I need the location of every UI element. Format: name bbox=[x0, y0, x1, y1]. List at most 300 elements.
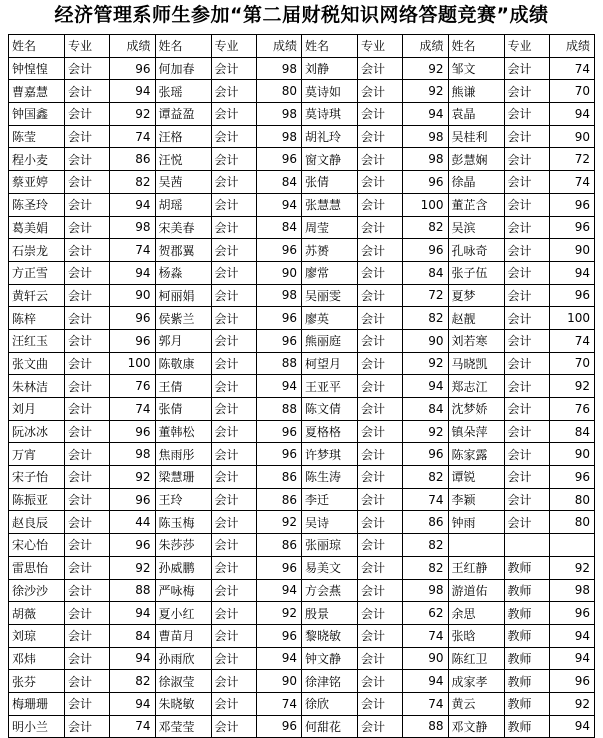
cell-score: 94 bbox=[110, 261, 156, 284]
cell-major: 会计 bbox=[65, 239, 110, 262]
cell-score: 94 bbox=[403, 103, 449, 126]
cell-major: 会计 bbox=[211, 443, 256, 466]
cell-score: 88 bbox=[110, 579, 156, 602]
cell-score: 82 bbox=[403, 466, 449, 489]
header-major: 专业 bbox=[358, 35, 403, 58]
table-row bbox=[9, 239, 595, 262]
cell-name: 胡瑶 bbox=[155, 193, 211, 216]
cell-score: 74 bbox=[110, 398, 156, 421]
cell-score: 84 bbox=[403, 261, 449, 284]
cell-name: 廖常 bbox=[302, 261, 358, 284]
cell-name: 吴滨 bbox=[448, 216, 504, 239]
cell-score: 86 bbox=[256, 534, 302, 557]
cell-name: 邓文静 bbox=[448, 715, 504, 738]
cell-score: 84 bbox=[549, 420, 595, 443]
cell-name: 沈梦娇 bbox=[448, 398, 504, 421]
table-row bbox=[9, 647, 595, 670]
cell-major: 会计 bbox=[65, 579, 110, 602]
cell-name: 陈文倩 bbox=[302, 398, 358, 421]
cell-name: 柯丽娟 bbox=[155, 284, 211, 307]
cell-major: 会计 bbox=[504, 511, 549, 534]
cell-score: 84 bbox=[403, 398, 449, 421]
cell-name: 张慧慧 bbox=[302, 193, 358, 216]
cell-major: 会计 bbox=[65, 647, 110, 670]
header-name: 姓名 bbox=[302, 35, 358, 58]
cell-major: 会计 bbox=[65, 171, 110, 194]
cell-score: 84 bbox=[110, 624, 156, 647]
cell-score: 96 bbox=[403, 239, 449, 262]
cell-name: 袁晶 bbox=[448, 103, 504, 126]
cell-name: 张倩 bbox=[155, 398, 211, 421]
cell-score: 94 bbox=[110, 692, 156, 715]
cell-major: 会计 bbox=[211, 511, 256, 534]
cell-name: 石崇龙 bbox=[9, 239, 65, 262]
cell-major: 会计 bbox=[358, 375, 403, 398]
cell-score: 96 bbox=[110, 307, 156, 330]
table-row bbox=[9, 216, 595, 239]
cell-name: 阮冰冰 bbox=[9, 420, 65, 443]
cell-name: 徐沙沙 bbox=[9, 579, 65, 602]
cell-major: 会计 bbox=[211, 103, 256, 126]
table-row bbox=[9, 511, 595, 534]
cell-score: 92 bbox=[549, 692, 595, 715]
cell-name: 王红静 bbox=[448, 556, 504, 579]
cell-name: 胡礼玲 bbox=[302, 125, 358, 148]
cell-major: 会计 bbox=[65, 443, 110, 466]
cell-score: 88 bbox=[403, 715, 449, 738]
cell-score: 96 bbox=[549, 193, 595, 216]
cell-major: 会计 bbox=[211, 670, 256, 693]
cell-name: 吴诗 bbox=[302, 511, 358, 534]
cell-name: 许梦琪 bbox=[302, 443, 358, 466]
cell-major: 会计 bbox=[65, 352, 110, 375]
cell-name: 陈玉梅 bbox=[155, 511, 211, 534]
cell-score: 86 bbox=[256, 488, 302, 511]
cell-score: 96 bbox=[256, 624, 302, 647]
cell-name: 朱晓敏 bbox=[155, 692, 211, 715]
cell-name: 明小兰 bbox=[9, 715, 65, 738]
cell-name: 熊谦 bbox=[448, 80, 504, 103]
cell-name: 张芬 bbox=[9, 670, 65, 693]
table-row bbox=[9, 261, 595, 284]
cell-name: 孙威鹏 bbox=[155, 556, 211, 579]
cell-name: 廖英 bbox=[302, 307, 358, 330]
cell-major: 会计 bbox=[504, 193, 549, 216]
cell-score: 98 bbox=[256, 125, 302, 148]
cell-score: 98 bbox=[403, 125, 449, 148]
cell-major: 会计 bbox=[65, 556, 110, 579]
cell-score: 76 bbox=[110, 375, 156, 398]
cell-major: 会计 bbox=[504, 125, 549, 148]
cell-major: 会计 bbox=[65, 103, 110, 126]
cell-name: 吴桂利 bbox=[448, 125, 504, 148]
cell-major: 会计 bbox=[65, 284, 110, 307]
cell-major: 会计 bbox=[358, 670, 403, 693]
cell-score: 96 bbox=[549, 670, 595, 693]
cell-score: 96 bbox=[256, 307, 302, 330]
cell-score: 82 bbox=[110, 171, 156, 194]
cell-name: 宋心怡 bbox=[9, 534, 65, 557]
cell-name: 汪悦 bbox=[155, 148, 211, 171]
table-row bbox=[9, 420, 595, 443]
cell-major: 会计 bbox=[65, 420, 110, 443]
cell-major: 教师 bbox=[504, 715, 549, 738]
cell-score: 94 bbox=[110, 193, 156, 216]
cell-score: 92 bbox=[403, 57, 449, 80]
cell-score: 74 bbox=[403, 692, 449, 715]
cell-name: 张文曲 bbox=[9, 352, 65, 375]
cell-major: 会计 bbox=[211, 466, 256, 489]
cell-score: 96 bbox=[110, 329, 156, 352]
cell-major: 会计 bbox=[211, 602, 256, 625]
cell-name: 蔡亚婷 bbox=[9, 171, 65, 194]
cell-score: 98 bbox=[256, 103, 302, 126]
cell-name: 孙雨欣 bbox=[155, 647, 211, 670]
cell-major: 会计 bbox=[65, 488, 110, 511]
cell-score: 86 bbox=[403, 511, 449, 534]
cell-name: 汪格 bbox=[155, 125, 211, 148]
cell-name: 徐淑莹 bbox=[155, 670, 211, 693]
cell-major: 会计 bbox=[65, 602, 110, 625]
cell-name: 夏小红 bbox=[155, 602, 211, 625]
cell-score: 94 bbox=[403, 670, 449, 693]
cell-score: 94 bbox=[549, 647, 595, 670]
cell-major: 会计 bbox=[211, 148, 256, 171]
header-score: 成绩 bbox=[549, 35, 595, 58]
cell-major: 会计 bbox=[358, 171, 403, 194]
cell-major: 会计 bbox=[65, 511, 110, 534]
cell-score: 74 bbox=[110, 239, 156, 262]
cell-score: 98 bbox=[549, 579, 595, 602]
cell-name: 郑志江 bbox=[448, 375, 504, 398]
cell-name: 徐欣 bbox=[302, 692, 358, 715]
cell-major: 会计 bbox=[358, 80, 403, 103]
header-score: 成绩 bbox=[403, 35, 449, 58]
page-title: 经济管理系师生参加“第二届财税知识网络答题竞赛”成绩 bbox=[54, 4, 549, 26]
cell-name: 郭月 bbox=[155, 329, 211, 352]
cell-name: 黄云 bbox=[448, 692, 504, 715]
header-name: 姓名 bbox=[155, 35, 211, 58]
cell-major: 会计 bbox=[504, 103, 549, 126]
cell-score: 98 bbox=[256, 57, 302, 80]
cell-major: 会计 bbox=[504, 488, 549, 511]
cell-name: 黎晓敏 bbox=[302, 624, 358, 647]
cell-score: 74 bbox=[110, 715, 156, 738]
cell-name: 王亚平 bbox=[302, 375, 358, 398]
cell-score: 96 bbox=[256, 715, 302, 738]
table-row bbox=[9, 398, 595, 421]
cell-score: 74 bbox=[110, 125, 156, 148]
cell-major: 会计 bbox=[65, 692, 110, 715]
cell-name: 宋美春 bbox=[155, 216, 211, 239]
cell-score: 74 bbox=[256, 692, 302, 715]
cell-name: 宋子怡 bbox=[9, 466, 65, 489]
cell-score: 94 bbox=[256, 647, 302, 670]
cell-name: 陈莹 bbox=[9, 125, 65, 148]
cell-major: 会计 bbox=[504, 284, 549, 307]
cell-major: 会计 bbox=[504, 352, 549, 375]
cell-name: 陈梓 bbox=[9, 307, 65, 330]
cell-name: 赵良辰 bbox=[9, 511, 65, 534]
cell-name: 吴茜 bbox=[155, 171, 211, 194]
header-row bbox=[9, 35, 595, 58]
cell-name: 钟国鑫 bbox=[9, 103, 65, 126]
cell-major: 会计 bbox=[358, 261, 403, 284]
cell-major: 会计 bbox=[211, 692, 256, 715]
cell-major: 会计 bbox=[65, 216, 110, 239]
cell-name: 葛美娟 bbox=[9, 216, 65, 239]
cell-major: 会计 bbox=[504, 398, 549, 421]
cell-major: 会计 bbox=[504, 171, 549, 194]
cell-score: 90 bbox=[256, 261, 302, 284]
cell-major: 会计 bbox=[211, 398, 256, 421]
table-row bbox=[9, 466, 595, 489]
cell-score: 92 bbox=[256, 602, 302, 625]
cell-score: 92 bbox=[549, 375, 595, 398]
cell-major: 会计 bbox=[65, 715, 110, 738]
cell-score: 82 bbox=[403, 534, 449, 557]
cell-major: 教师 bbox=[504, 647, 549, 670]
cell-score: 82 bbox=[403, 216, 449, 239]
table-row bbox=[9, 715, 595, 738]
header-score: 成绩 bbox=[110, 35, 156, 58]
cell-score: 62 bbox=[403, 602, 449, 625]
cell-major: 会计 bbox=[504, 307, 549, 330]
cell-major: 会计 bbox=[358, 284, 403, 307]
cell-major: 会计 bbox=[358, 103, 403, 126]
cell-score: 96 bbox=[256, 420, 302, 443]
cell-major: 会计 bbox=[504, 80, 549, 103]
cell-major: 会计 bbox=[358, 715, 403, 738]
cell-name: 熊丽庭 bbox=[302, 329, 358, 352]
cell-name: 侯紫兰 bbox=[155, 307, 211, 330]
cell-major: 会计 bbox=[65, 307, 110, 330]
cell-major: 会计 bbox=[504, 148, 549, 171]
cell-major: 会计 bbox=[211, 556, 256, 579]
cell-major: 教师 bbox=[504, 556, 549, 579]
cell-score: 90 bbox=[549, 125, 595, 148]
cell-name: 方正雪 bbox=[9, 261, 65, 284]
cell-major: 教师 bbox=[504, 692, 549, 715]
cell-score: 92 bbox=[110, 556, 156, 579]
cell-score: 96 bbox=[110, 488, 156, 511]
cell-name: 陈振亚 bbox=[9, 488, 65, 511]
cell-score: 94 bbox=[549, 624, 595, 647]
cell-name: 张子伍 bbox=[448, 261, 504, 284]
cell-major: 会计 bbox=[504, 443, 549, 466]
cell-major: 会计 bbox=[211, 57, 256, 80]
cell-score: 86 bbox=[256, 466, 302, 489]
header-major: 专业 bbox=[504, 35, 549, 58]
cell-score: 96 bbox=[256, 443, 302, 466]
cell-major: 会计 bbox=[211, 216, 256, 239]
cell-name: 徐晶 bbox=[448, 171, 504, 194]
cell-major: 会计 bbox=[65, 80, 110, 103]
table-row bbox=[9, 534, 595, 557]
cell-name: 谭益盈 bbox=[155, 103, 211, 126]
cell-name: 柯望月 bbox=[302, 352, 358, 375]
cell-major: 会计 bbox=[358, 466, 403, 489]
cell-name: 陈生涛 bbox=[302, 466, 358, 489]
cell-major: 会计 bbox=[358, 534, 403, 557]
table-row bbox=[9, 579, 595, 602]
cell-score: 98 bbox=[110, 216, 156, 239]
cell-score: 98 bbox=[403, 148, 449, 171]
cell-name: 游道佑 bbox=[448, 579, 504, 602]
table-row bbox=[9, 125, 595, 148]
cell-name: 镇朵萍 bbox=[448, 420, 504, 443]
cell-major: 会计 bbox=[65, 375, 110, 398]
cell-score: 96 bbox=[549, 466, 595, 489]
cell-score: 98 bbox=[256, 284, 302, 307]
cell-score: 94 bbox=[256, 579, 302, 602]
cell-score: 94 bbox=[549, 103, 595, 126]
header-major: 专业 bbox=[211, 35, 256, 58]
cell-name: 成家孝 bbox=[448, 670, 504, 693]
header-name: 姓名 bbox=[9, 35, 65, 58]
cell-score: 84 bbox=[256, 171, 302, 194]
cell-name: 李迁 bbox=[302, 488, 358, 511]
cell-score: 74 bbox=[549, 329, 595, 352]
table-row bbox=[9, 556, 595, 579]
cell-name: 莫诗琪 bbox=[302, 103, 358, 126]
cell-name: 窗文静 bbox=[302, 148, 358, 171]
cell-name: 邹文 bbox=[448, 57, 504, 80]
table-row bbox=[9, 670, 595, 693]
cell-major: 会计 bbox=[504, 329, 549, 352]
table-row bbox=[9, 284, 595, 307]
cell-name bbox=[448, 534, 504, 557]
cell-score: 96 bbox=[403, 171, 449, 194]
cell-major: 会计 bbox=[504, 57, 549, 80]
cell-name: 王玲 bbox=[155, 488, 211, 511]
cell-major: 会计 bbox=[211, 352, 256, 375]
cell-name: 徐津铭 bbox=[302, 670, 358, 693]
cell-major: 会计 bbox=[358, 624, 403, 647]
table-row bbox=[9, 375, 595, 398]
cell-major: 会计 bbox=[211, 284, 256, 307]
cell-major: 会计 bbox=[358, 511, 403, 534]
cell-name: 吴丽雯 bbox=[302, 284, 358, 307]
cell-score: 96 bbox=[256, 329, 302, 352]
table-row bbox=[9, 329, 595, 352]
cell-score: 92 bbox=[403, 420, 449, 443]
cell-score: 100 bbox=[110, 352, 156, 375]
cell-score: 96 bbox=[256, 556, 302, 579]
cell-score: 44 bbox=[110, 511, 156, 534]
cell-name: 焦雨彤 bbox=[155, 443, 211, 466]
cell-major: 会计 bbox=[211, 307, 256, 330]
cell-score: 74 bbox=[549, 171, 595, 194]
cell-score: 90 bbox=[403, 647, 449, 670]
cell-major: 教师 bbox=[504, 602, 549, 625]
cell-name: 刘若寒 bbox=[448, 329, 504, 352]
cell-score: 88 bbox=[256, 398, 302, 421]
cell-score: 74 bbox=[549, 57, 595, 80]
cell-score: 92 bbox=[549, 556, 595, 579]
cell-score: 86 bbox=[110, 148, 156, 171]
cell-score: 70 bbox=[549, 80, 595, 103]
cell-major: 会计 bbox=[211, 715, 256, 738]
cell-name: 余思 bbox=[448, 602, 504, 625]
cell-score: 94 bbox=[549, 261, 595, 284]
cell-major: 会计 bbox=[358, 239, 403, 262]
cell-score: 90 bbox=[110, 284, 156, 307]
cell-major: 会计 bbox=[504, 466, 549, 489]
cell-major: 会计 bbox=[504, 216, 549, 239]
cell-major: 会计 bbox=[211, 193, 256, 216]
table-row bbox=[9, 488, 595, 511]
cell-major: 会计 bbox=[211, 375, 256, 398]
cell-score: 90 bbox=[549, 239, 595, 262]
cell-major: 会计 bbox=[504, 375, 549, 398]
table-row bbox=[9, 443, 595, 466]
cell-name: 钟雨 bbox=[448, 511, 504, 534]
cell-name: 易美文 bbox=[302, 556, 358, 579]
cell-score: 90 bbox=[549, 443, 595, 466]
cell-name: 朱林洁 bbox=[9, 375, 65, 398]
table-row bbox=[9, 80, 595, 103]
cell-major: 教师 bbox=[504, 579, 549, 602]
cell-score: 94 bbox=[403, 375, 449, 398]
cell-name: 何甜花 bbox=[302, 715, 358, 738]
cell-major: 会计 bbox=[211, 80, 256, 103]
cell-name: 曹嘉慧 bbox=[9, 80, 65, 103]
cell-name: 莫诗如 bbox=[302, 80, 358, 103]
cell-major: 会计 bbox=[358, 125, 403, 148]
cell-name: 胡薇 bbox=[9, 602, 65, 625]
cell-major: 会计 bbox=[211, 171, 256, 194]
cell-major: 会计 bbox=[211, 329, 256, 352]
cell-score: 74 bbox=[403, 488, 449, 511]
cell-name: 钟文静 bbox=[302, 647, 358, 670]
cell-score: 96 bbox=[549, 284, 595, 307]
scores-table bbox=[8, 34, 595, 738]
table-row bbox=[9, 148, 595, 171]
cell-major: 会计 bbox=[358, 556, 403, 579]
cell-score: 92 bbox=[403, 352, 449, 375]
table-row bbox=[9, 171, 595, 194]
cell-major bbox=[504, 534, 549, 557]
cell-major: 会计 bbox=[358, 579, 403, 602]
cell-score: 96 bbox=[110, 420, 156, 443]
cell-score: 84 bbox=[256, 216, 302, 239]
table-row bbox=[9, 103, 595, 126]
cell-score: 80 bbox=[549, 511, 595, 534]
table-row bbox=[9, 624, 595, 647]
table-row bbox=[9, 692, 595, 715]
cell-major: 会计 bbox=[504, 239, 549, 262]
cell-name: 陈敬康 bbox=[155, 352, 211, 375]
cell-score: 70 bbox=[549, 352, 595, 375]
cell-score: 90 bbox=[403, 329, 449, 352]
cell-score: 80 bbox=[256, 80, 302, 103]
cell-major: 会计 bbox=[211, 647, 256, 670]
cell-major: 会计 bbox=[358, 488, 403, 511]
cell-major: 会计 bbox=[65, 398, 110, 421]
cell-score bbox=[549, 534, 595, 557]
cell-name: 钟惶惶 bbox=[9, 57, 65, 80]
cell-name: 刘琼 bbox=[9, 624, 65, 647]
cell-name: 王倩 bbox=[155, 375, 211, 398]
cell-major: 会计 bbox=[358, 193, 403, 216]
cell-major: 会计 bbox=[358, 647, 403, 670]
cell-score: 94 bbox=[110, 602, 156, 625]
cell-name: 张瑶 bbox=[155, 80, 211, 103]
cell-major: 会计 bbox=[65, 148, 110, 171]
cell-name: 万宵 bbox=[9, 443, 65, 466]
cell-major: 会计 bbox=[211, 624, 256, 647]
